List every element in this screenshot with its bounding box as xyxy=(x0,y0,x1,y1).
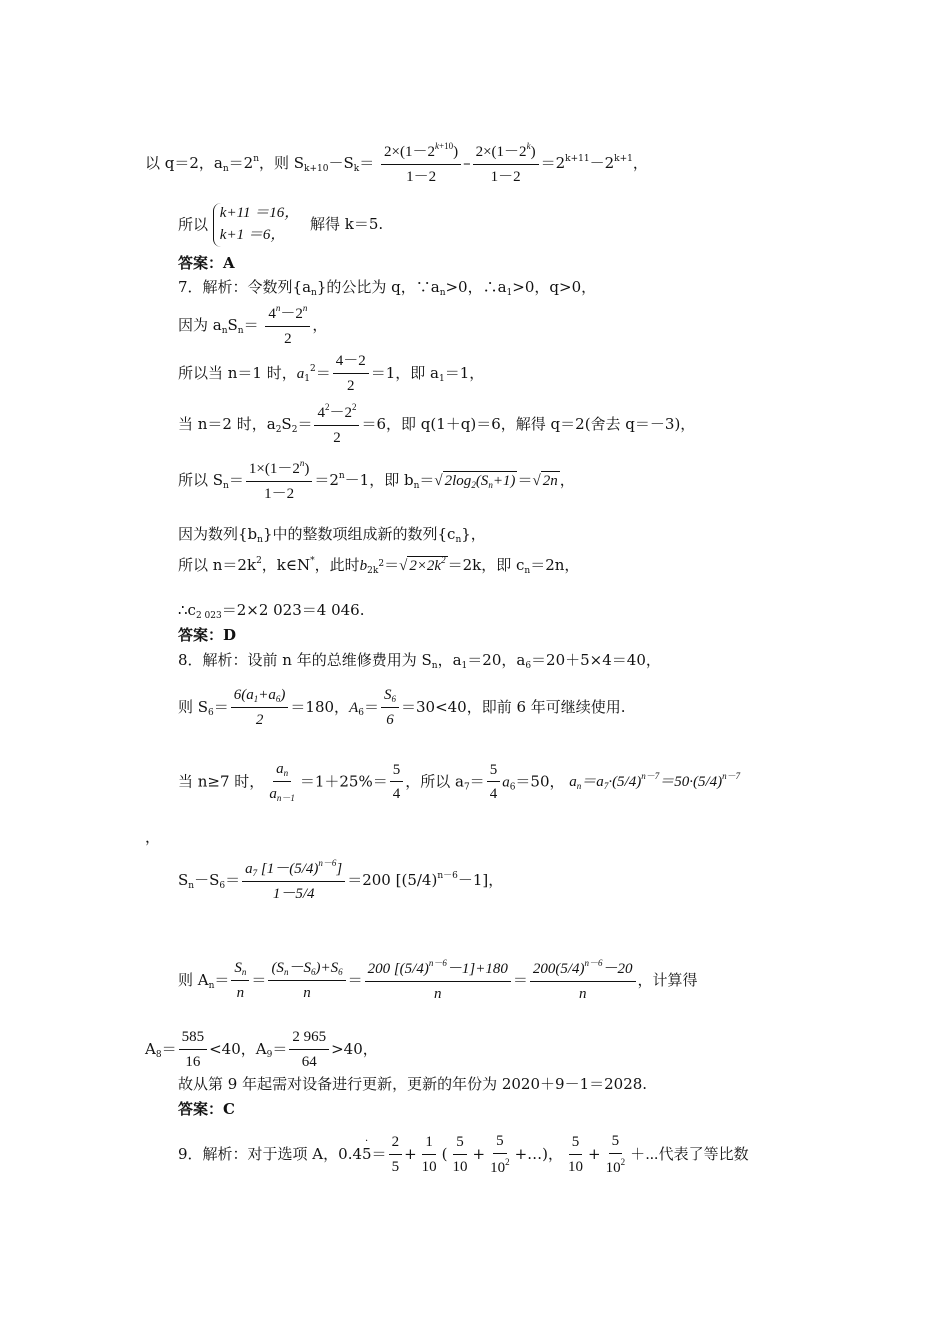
fraction: $\frac{5}{10^2}$ xyxy=(490,1133,510,1176)
line-18: $A_8=$ $\frac{585}{16}$ <40，$A_9=$ $\frac{2 965}{64}$ >40， xyxy=(145,1029,378,1070)
fraction: $\frac{2\times(1-2^k)}{1-2}$ xyxy=(473,141,539,187)
text: 1 xyxy=(422,1133,436,1155)
text: a xyxy=(276,761,284,777)
text: ＝2k，即 c xyxy=(447,556,525,574)
comma: ， xyxy=(145,828,161,846)
line-11: $\therefore c_{2 023}=2\times 2$ 023＝4 046. xyxy=(178,601,365,621)
line-9: 因为数列$\{b_n\}$中的整数项组成新的数列$\{c_n\}$， xyxy=(178,525,486,545)
text: 6(a xyxy=(233,687,254,703)
line-21: 9．解析：对于选项 A，0.45 · ＝ $\frac{2}{5}$ + $\frac{1}{10}$ ( $\frac{5}{10}$ + $\frac{5}{10^2}$ +…)， $\frac{5}{10}$ + $\frac{5}{10^2}$ ＋⋯代表了等比数 xyxy=(178,1133,749,1176)
text: ＝1，即 a xyxy=(370,363,440,382)
fraction xyxy=(565,1133,586,1177)
fraction: $\frac{200(5/4)^{n-6}-20}{n}$ xyxy=(530,958,636,1004)
text: S xyxy=(227,315,238,334)
line-15: 当 n≥7 时， $\frac{a_n}{a_{n-1}}$ ＝1＋25%＝ $\frac{5}{4}$ ，所以 $a_7=$ $\frac{5}{4}$ $a_6=50$， $a_n=a_7\cdot(5/4)^{n-7}=50\cdot(5/4)^{n-7}$ xyxy=(178,761,741,804)
text: 5 xyxy=(569,1133,583,1155)
text: 则 S xyxy=(178,698,209,716)
text: ＝30<40，即前 6 年可继续使用. xyxy=(400,698,626,716)
fraction: $\frac{5}{10^2}$ xyxy=(605,1133,626,1176)
text: 5 xyxy=(493,1132,507,1154)
text: S xyxy=(178,871,189,889)
line-8: 所以 $S_n=$ $\frac{1\times(1-2^n)}{1-2}$ $=2^n-1$，即 $b_n=√$ $2\log_2(S_n+1)$ ＝√ 2n ， xyxy=(178,458,575,502)
fraction xyxy=(487,761,501,805)
text: 5 xyxy=(390,761,404,783)
text: 5 xyxy=(391,1158,400,1175)
text: 5 xyxy=(362,1144,372,1163)
text: ＝2 xyxy=(314,470,339,489)
text: ＝2×2 023＝4 046. xyxy=(221,601,365,619)
text: ，计算得 xyxy=(637,970,698,989)
text: }， xyxy=(461,525,486,543)
text: 1－ xyxy=(272,886,296,903)
fraction: $\frac{4^n-2^n}{2}$ xyxy=(265,303,310,349)
line-17: 则 $A_n=$ $\frac{S_n}{n}$ ＝ $\frac{(S_n-S_6)+S_6}{n}$ ＝ $\frac{200 [(5/4)^{n-6}-1]+180}{n}$ ＝ $\frac{200(5/4)^{n-6}-20}{n}$ ，计算得 xyxy=(178,958,698,1002)
text: ，此时 xyxy=(314,556,360,574)
text: }的公比为 q，∵a xyxy=(316,278,440,296)
text: －S xyxy=(328,153,354,172)
text: >0，q>0， xyxy=(512,278,597,296)
text: 5 xyxy=(453,1133,467,1155)
line-14: 则 $S_6=$ $\frac{6(a_1+a_6)}{2}$ ＝180，$A_6=$ $\frac{S_6}{6}$ ＝30<40，即前 6 年可继续使用. xyxy=(178,687,626,729)
text: 所以 xyxy=(178,215,209,234)
fraction: $\frac{2\times(1-2^{k+10})}{1-2}$ xyxy=(381,141,461,187)
text: 所以当 n＝1 时， xyxy=(178,363,297,382)
answer-label: 答案：D xyxy=(178,626,237,644)
text: ＋⋯代表了等比数 xyxy=(630,1144,749,1163)
text: 1－2 xyxy=(490,168,521,185)
text: ＝2 xyxy=(540,153,566,172)
text: n xyxy=(578,985,587,1002)
text: ＝50， xyxy=(515,772,565,791)
text: ＝2n， xyxy=(530,556,580,574)
text: ＝ xyxy=(243,315,259,334)
text: 585 xyxy=(179,1028,208,1050)
text: (S xyxy=(271,959,284,976)
text: ， xyxy=(632,153,648,172)
fraction: $\frac{S_6}{6}$ xyxy=(381,686,399,730)
fraction: $\frac{4^2-2^2}{2}$ xyxy=(314,402,359,448)
line-19: 故从第 9 年起需对设备进行更新，更新的年份为 2020＋9－1＝2028. xyxy=(178,1075,648,1093)
text: 200 xyxy=(532,961,556,977)
equation-system xyxy=(213,203,299,247)
text: k+1 ＝6， xyxy=(219,226,286,243)
text: 2×(1－2 xyxy=(384,144,436,160)
text: ，k∈N xyxy=(261,556,311,574)
text: ∴c xyxy=(178,601,196,619)
fraction xyxy=(179,1028,208,1072)
text: －S xyxy=(194,871,220,889)
text: 4 xyxy=(392,786,401,803)
text: 2 xyxy=(255,712,264,729)
text: n xyxy=(433,985,442,1002)
text: 10 xyxy=(568,1158,583,1175)
line-6: 所以当 n＝1 时，$a_1^2=$ $\frac{4-2}{2}$ ＝1，即 $a_1=1$， xyxy=(178,353,485,394)
text: 当 n≥7 时， xyxy=(178,772,265,791)
text: <40，A xyxy=(209,1039,267,1058)
line-7: 当 n＝2 时，$a_2S_2=$ $\frac{4^2-2^2}{2}$ ＝6，即 q(1＋q)＝6，解得 q＝2(舍去 q＝－3)， xyxy=(178,402,696,446)
fraction xyxy=(333,352,369,396)
text: A xyxy=(145,1039,156,1058)
text: 1×(1－2 xyxy=(248,461,300,477)
text: ＝180， xyxy=(290,698,350,716)
line-16: $S_n-S_6=$ $\frac{a_7 [1-(5/4)^{n-6}]}{1-5/4}$ ＝200 $[(5/4)^{n-6}-1]$， xyxy=(178,858,504,903)
text: k+11 ＝16， xyxy=(219,205,300,221)
text: 2 xyxy=(346,377,355,394)
text: 16 xyxy=(185,1053,201,1070)
text: 1－2 xyxy=(406,168,437,185)
text: n xyxy=(303,985,311,1001)
text: ＝1， xyxy=(444,363,485,382)
text: 2 xyxy=(284,330,292,347)
text: 5 xyxy=(487,761,501,783)
text: ＝20，a xyxy=(467,651,526,669)
text: 9．解析：对于选项 A，0.4 xyxy=(178,1144,362,1163)
text: 所以 n＝2k xyxy=(178,556,257,574)
text: a xyxy=(269,786,277,803)
text: 所以 S xyxy=(178,470,224,489)
fraction xyxy=(289,1028,329,1072)
line-10: 所以 $n=2k^2$，k∈N*，此时$b_{2k^2}=√$ $2\times 2k^2 =2k$，即 $c_n=2n$， xyxy=(178,555,580,576)
text: ， xyxy=(312,315,328,334)
text: ＝1＋25%＝ xyxy=(299,772,388,791)
text: ＝6，即 q(1＋q)＝6，解得 q＝2(舍去 q＝－3)， xyxy=(361,414,696,433)
fraction: $\frac{1\times(1-2^n)}{1-2}$ xyxy=(246,458,312,504)
text: 200 xyxy=(367,961,391,977)
text: －2 xyxy=(589,153,615,172)
text: 当 n＝2 时，a xyxy=(178,414,276,433)
text: ＝ xyxy=(214,970,230,989)
text: }中的整数项组成新的数列{c xyxy=(262,525,456,543)
fraction: $\frac{a_n}{a_{n-1}}$ xyxy=(269,761,295,804)
fraction xyxy=(390,761,404,805)
text: －1 xyxy=(457,871,483,889)
text: >0，∴a xyxy=(445,278,507,296)
fraction xyxy=(419,1133,440,1177)
text: 5 xyxy=(609,1132,623,1154)
text: 1－2 xyxy=(264,485,295,502)
fraction xyxy=(389,1133,403,1177)
text: ＝2 xyxy=(228,153,254,172)
text: 10 xyxy=(605,1159,621,1176)
fraction: $\frac{(S_n-S_6)+S_6}{n}$ xyxy=(268,959,345,1003)
fraction xyxy=(450,1133,471,1177)
text: ， xyxy=(488,871,504,889)
text: 6 xyxy=(386,712,394,729)
text: ＝20＋5×4＝40， xyxy=(531,651,661,669)
text: 10 xyxy=(421,1158,437,1175)
fraction: $\frac{a_7 [1-(5/4)^{n-6}]}{1-5/4}$ xyxy=(242,858,345,904)
text: 7．解析：令数列{a xyxy=(178,278,312,296)
text: 8．解析：设前 n 年的总维修费用为 S xyxy=(178,651,432,669)
text: n xyxy=(236,985,245,1001)
text: －1，即 b xyxy=(344,470,414,489)
text: 64 xyxy=(301,1053,317,1070)
text: 10 xyxy=(490,1159,506,1176)
text: 解得 k＝5. xyxy=(310,215,384,234)
text: S xyxy=(281,414,292,433)
text: S xyxy=(383,687,392,703)
answer-label: 答案：A xyxy=(178,254,235,272)
text: 2×(1－2 xyxy=(475,144,527,160)
text: 4 xyxy=(489,786,498,803)
answer-label: 答案：C xyxy=(178,1100,235,1118)
line-2 xyxy=(178,203,383,247)
text: 4－2 xyxy=(333,352,369,374)
text: 因为 a xyxy=(178,315,222,334)
text: 4 xyxy=(317,405,325,421)
line-7-header: 7．解析：令数列$\{a_n\}$的公比为 q，$\because a_n>0$，$\therefore a_1>0$，q>0， xyxy=(178,278,597,298)
text: 2 965 xyxy=(289,1028,329,1050)
text: S xyxy=(234,959,242,976)
text: ＝200 xyxy=(347,871,391,889)
text: 4 xyxy=(268,306,276,322)
text: ，则 S xyxy=(259,153,305,172)
text: a xyxy=(245,861,253,877)
fraction: $\frac{S_n}{n}$ xyxy=(231,959,249,1003)
text: 10 xyxy=(452,1158,468,1175)
text: 因为数列{b xyxy=(178,525,258,543)
text: ，所以 a xyxy=(405,772,464,791)
fraction: $\frac{200 [(5/4)^{n-6}-1]+180}{n}$ xyxy=(365,958,511,1004)
text: ， xyxy=(559,470,575,489)
line-5: 因为 $a_nS_n=$ $\frac{4^n-2^n}{2}$ ， xyxy=(178,303,328,347)
line-1: 以 q＝2，$a_n=2^n$，则 $S_{k+10}-S_k=$ $\frac{2\times(1-2^{k+10})}{1-2}$ – $\frac{2\times(1-2^k)}{1-2}$ $=2^{k+11}-2^{k+1}$， xyxy=(145,141,648,185)
text: ＝ xyxy=(225,871,241,889)
text: ＝ xyxy=(469,772,485,791)
text: 则 A xyxy=(178,970,209,989)
fraction: $\frac{6(a_1+a_6)}{2}$ xyxy=(231,686,289,730)
text: 2 xyxy=(389,1133,403,1155)
line-8-header: 8．解析：设前 n 年的总维修费用为 $S_n$，$a_1=20$，$a_6=20+5\times 4=40$， xyxy=(178,651,661,671)
text: 以 q＝2，a xyxy=(145,153,223,172)
text: ＝ xyxy=(359,153,375,172)
text: ，a xyxy=(437,651,462,669)
text: 2 xyxy=(333,429,341,446)
text: >40， xyxy=(331,1039,378,1058)
